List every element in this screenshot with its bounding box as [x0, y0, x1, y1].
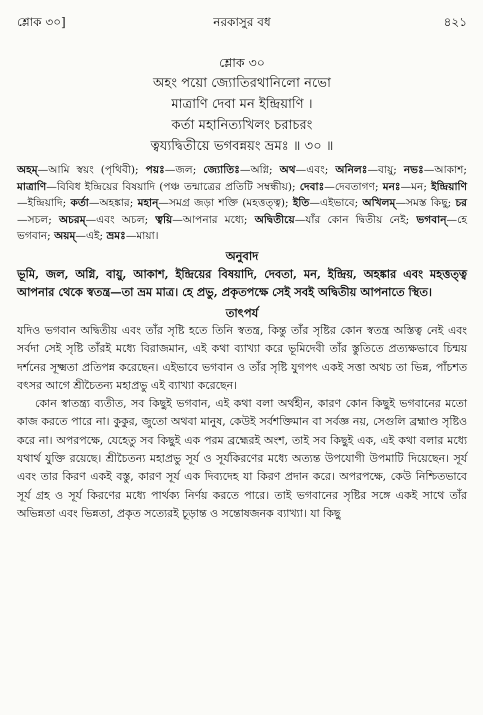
synonym-word: ভ্রমঃ — [106, 230, 126, 243]
synonym-word: মনঃ — [382, 180, 401, 193]
synonym-word: মাত্রাণি — [17, 180, 47, 193]
purport-paragraph: কোন স্বাতন্ত্র্য ব্যতীত, সব কিছুই ভগবান, এই কথা বলা অর্থহীন, কারণ কোন কিছুই ভগবানের মতো কাজ করতে পারে না। কুকুর, জুতো অথবা মানুষ, কেউই সর্বশক্তিমান বা সর্বজ্ঞ নয়, সেগুলি ব্রহ্মাণ্ড সৃষ্টিও করে না। অপরপক্ষে, যেহেতু সব কিছুই এক পরম ব্রহ্মেরই অংশ, তাই সব কিছুই এক, এই কথা বলার মধ্যে যথার্থ যুক্তি রয়েছে। শ্রীচৈতন্য মহাপ্রভু সূর্য ও সূর্যকিরণের মধ্যে অত্যন্ত উপযোগী উপমাটি দিয়েছেন। সূর্য এবং তার কিরণ একই বস্তু, কারণ সূর্য এক দিব্যদেহ যা কিরণ প্রদান করে। অপরপক্ষে, কেউ নিশ্চিতভাবে সূর্য গ্রহ ও সূর্য কিরণের মধ্যে পার্থক্য নির্ণয় করতে পারে। তাই ভগবানের সৃষ্টির সঙ্গে একই সাথে তাঁর অভিন্নতা এবং ভিন্নতা, প্রকৃত সত্যেরই চূড়ান্ত ও সন্তোষজনক ব্যাখ্যা। যা কিছু — [17, 397, 467, 520]
synonym-word: অচরম্ — [58, 213, 86, 226]
synonym-word: দেবাঃ — [299, 180, 325, 193]
purport-paragraph: যদিও ভগবান অদ্বিতীয় এবং তাঁর সৃষ্টি হতে তিনি স্বতন্ত্র, কিন্তু তাঁর সৃষ্টির কোন স্বতন্ত্র অস্তিত্ব নেই এবং সর্বদা সেই সৃষ্টি তাঁরই মধ্যে বিরাজমান, এই কথা ব্যাখ্যা করে ভূমিদেবী তাঁর স্তুতিতে প্রত্যক্ষভাবে চিন্ময় দর্শনের সূক্ষ্মতা প্রতিপন্ন করেছেন। এইভাবে ভগবান ও তাঁর সৃষ্টি যুগপৎ একই সত্তা অথচ তা ভিন্ন, পাঁচশত বৎসর আগে শ্রীচৈতন্য মহাপ্রভু এই ব্যাখ্যা করেছেন। — [17, 323, 467, 392]
header-verse-ref: শ্লোক ৩০] — [17, 15, 66, 29]
synonym-word: কর্তা — [70, 197, 89, 210]
page-number: ৪২১ — [443, 15, 467, 29]
synonym-meaning: —সমস্ত কিছু; — [395, 197, 456, 210]
synonym-meaning: —আপনার মধ্যে; — [172, 213, 255, 226]
synonym-word: অনিলঃ — [335, 164, 368, 176]
synonym-word: পয়ঃ — [145, 164, 165, 176]
synonym-word: জ্যোতিঃ — [203, 164, 240, 176]
synonym-meaning: —ইন্দ্রিয়াদি; — [17, 197, 71, 210]
synonym-meaning: —এবং; — [295, 164, 336, 176]
synonym-meaning: —আমি স্বয়ং (পৃথিবী); — [37, 164, 146, 176]
synonym-meaning: —বায়ু; — [367, 164, 404, 176]
synonym-word: অয়ম্ — [54, 230, 76, 243]
synonym-meaning: —এবং অচল; — [85, 213, 156, 226]
synonym-meaning: —এই; — [75, 230, 107, 243]
word-for-word-synonyms — [17, 162, 467, 245]
synonym-word: ইতি — [292, 197, 310, 210]
verse-line: অহং পয়ো জ্যোতিরথানিলো নভো — [153, 76, 331, 91]
synonym-meaning: —এইভাবে; — [309, 197, 363, 210]
verse-line: ত্বয্যদ্বিতীয়ে ভগবন্নয়ং ভ্রমঃ ॥ ৩০ ॥ — [150, 139, 334, 154]
synonym-meaning: —সচল; — [17, 213, 59, 226]
synonym-meaning: —সমগ্র জড়া শক্তি (মহত্তত্ত্ব); — [158, 197, 293, 210]
synonym-meaning: —আকাশ; — [423, 164, 468, 176]
synonym-meaning: —যাঁর কোন দ্বিতীয় নেই; — [294, 213, 417, 226]
verse-line: মাত্রাণি দেবা মন ইন্দ্রিয়াণি । — [171, 97, 313, 112]
header-chapter-title: নরকাসুর বধ — [213, 15, 271, 29]
synonym-word: ইন্দ্রিয়াণি — [431, 180, 467, 193]
verse-line: কর্তা মহানিত্যখিলং চরাচরং — [171, 118, 313, 133]
synonym-meaning: —মায়া। — [125, 230, 159, 243]
translation-text: ভূমি, জল, অগ্নি, বায়ু, আকাশ, ইন্দ্রিয়ের বিষয়াদি, দেবতা, মন, ইন্দ্রিয়, অহঙ্কার এবং মহত্তত্ত্ব আপনার থেকে স্বতন্ত্র—তা ভ্রম মাত্র। হে প্রভু, প্রকৃতপক্ষে সেই সবই অদ্বিতীয় আপনাতে স্থিত। — [17, 266, 467, 299]
synonym-meaning: —বিবিধ ইন্দ্রিয়ের বিষয়াদি (পঞ্চ তন্মাত্রের প্রতিটি সম্বন্ধীয়); — [46, 180, 300, 193]
synonym-meaning: —হে ভগবান; — [17, 213, 467, 243]
synonym-meaning: —অহঙ্কার; — [88, 197, 138, 210]
synonym-meaning: —অগ্নি; — [239, 164, 280, 176]
synonym-word: ভগবান্ — [416, 213, 447, 226]
synonym-word: অথ — [279, 164, 296, 176]
synonym-meaning: —জল; — [164, 164, 204, 176]
synonym-meaning: —দেবতাগণ; — [324, 180, 383, 193]
translation-heading: অনুবাদ — [225, 248, 259, 263]
synonym-word: অদ্বিতীয়ে — [254, 213, 295, 226]
synonym-word: অহম্ — [17, 164, 38, 176]
purport-text — [17, 322, 467, 523]
page-header — [17, 10, 467, 30]
synonym-word: চর — [455, 197, 468, 210]
synonym-word: ত্বয়ি — [155, 213, 173, 226]
purport-heading: তাৎপর্য — [225, 305, 259, 320]
synonym-word: অখিলম্ — [362, 197, 396, 210]
synonym-word: নভঃ — [403, 164, 424, 176]
sanskrit-verse — [17, 52, 467, 157]
verse-number: শ্লোক ৩০ — [219, 55, 265, 70]
synonym-word: মহান্ — [137, 197, 159, 210]
synonym-meaning: —মন; — [400, 180, 432, 193]
